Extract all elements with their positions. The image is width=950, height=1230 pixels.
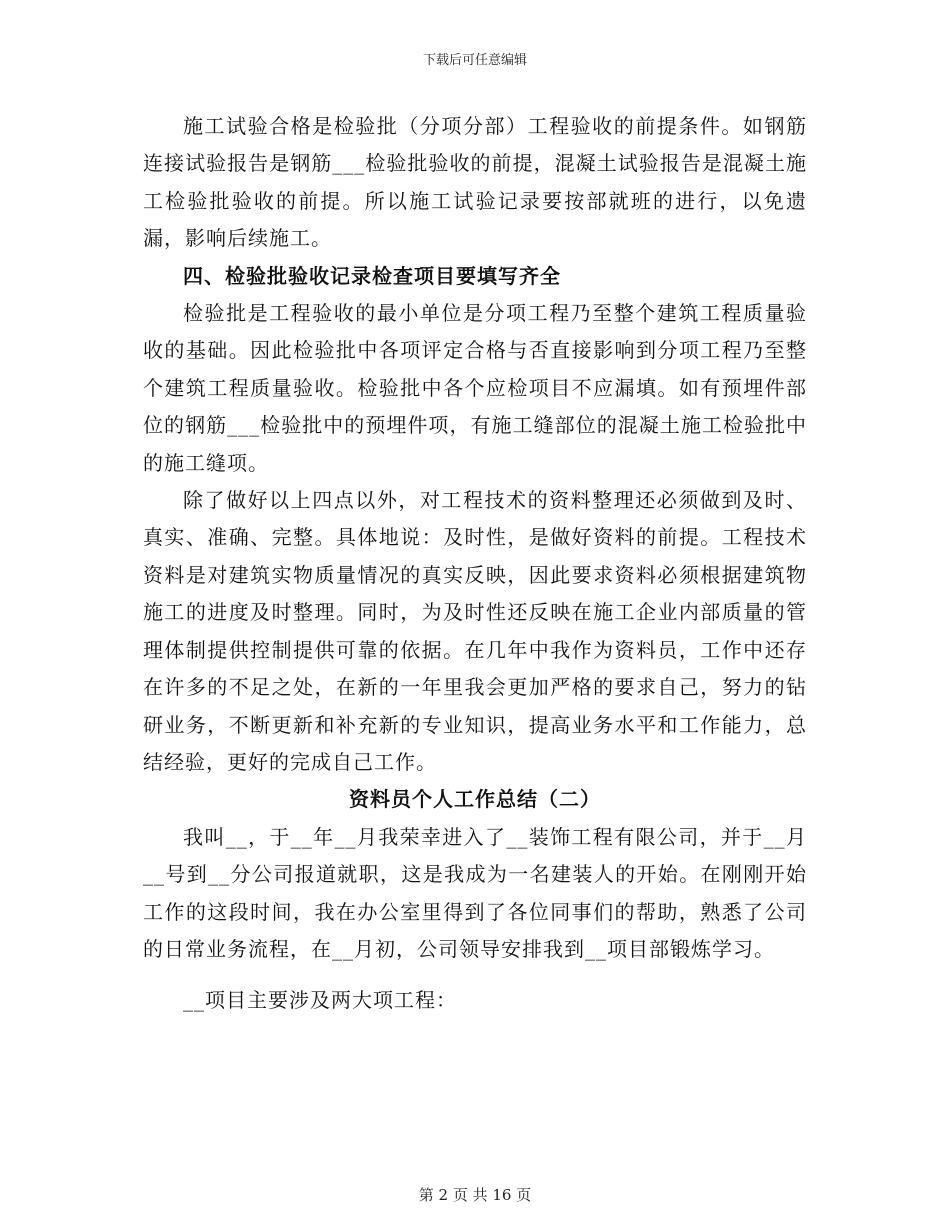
- heading-inspection-batch: 四、检验批验收记录检查项目要填写齐全: [183, 263, 561, 288]
- section-title-summary-two: 资料员个人工作总结（二）: [349, 787, 601, 812]
- document-body: [143, 108, 807, 1020]
- paragraph-data-organization: 除了做好以上四点以外，对工程技术的资料整理还必须做到及时、真实、准确、完整。具体地说：及时性，是做好资料的前提。工程技术资料是对建筑实物质量情况的真实反映，因此要求资料必须根据建筑物施工的进度及时整理。同时，为及时性还反映在施工企业内部质量的管理体制提供控制提供可靠的依据。在几年中我作为资料员，工作中还存在许多的不足之处，在新的一年里我会更加严格的要求自己，努力的钻研业务，不断更新和补充新的专业知识，提高业务水平和工作能力，总结经验，更好的完成自己工作。: [143, 488, 807, 774]
- page-header-note: 下载后可任意编辑: [422, 53, 527, 68]
- paragraph-inspection-batch: 检验批是工程验收的最小单位是分项工程乃至整个建筑工程质量验收的基础。因此检验批中各项评定合格与否直接影响到分项工程乃至整个建筑工程质量验收。检验批中各个应检项目不应漏填。如有预埋件部位的钢筋___检验批中的预埋件项，有施工缝部位的混凝土施工检验批中的施工缝项。: [143, 301, 807, 475]
- paragraph-spacer: [143, 968, 807, 982]
- page-number: 第 2 页 共 16 页: [418, 1186, 532, 1204]
- paragraph-introduction: 我叫__，于__年__月我荣幸进入了__装饰工程有限公司，并于__月__号到__分公司报道就职，这是我成为一名建装人的开始。在刚刚开始工作的这段时间，我在办公室里得到了各位同事们的帮助，熟悉了公司的日常业务流程，在__月初，公司领导安排我到__项目部锻炼学习。: [143, 824, 807, 961]
- paragraph-project-scope: __项目主要涉及两大项工程：: [183, 988, 457, 1013]
- paragraph-test-records: 施工试验合格是检验批（分项分部）工程验收的前提条件。如钢筋连接试验报告是钢筋___检验批验收的前提，混凝土试验报告是混凝土施工检验批验收的前提。所以施工试验记录要按部就班的进行，以免遗漏，影响后续施工。: [143, 114, 807, 251]
